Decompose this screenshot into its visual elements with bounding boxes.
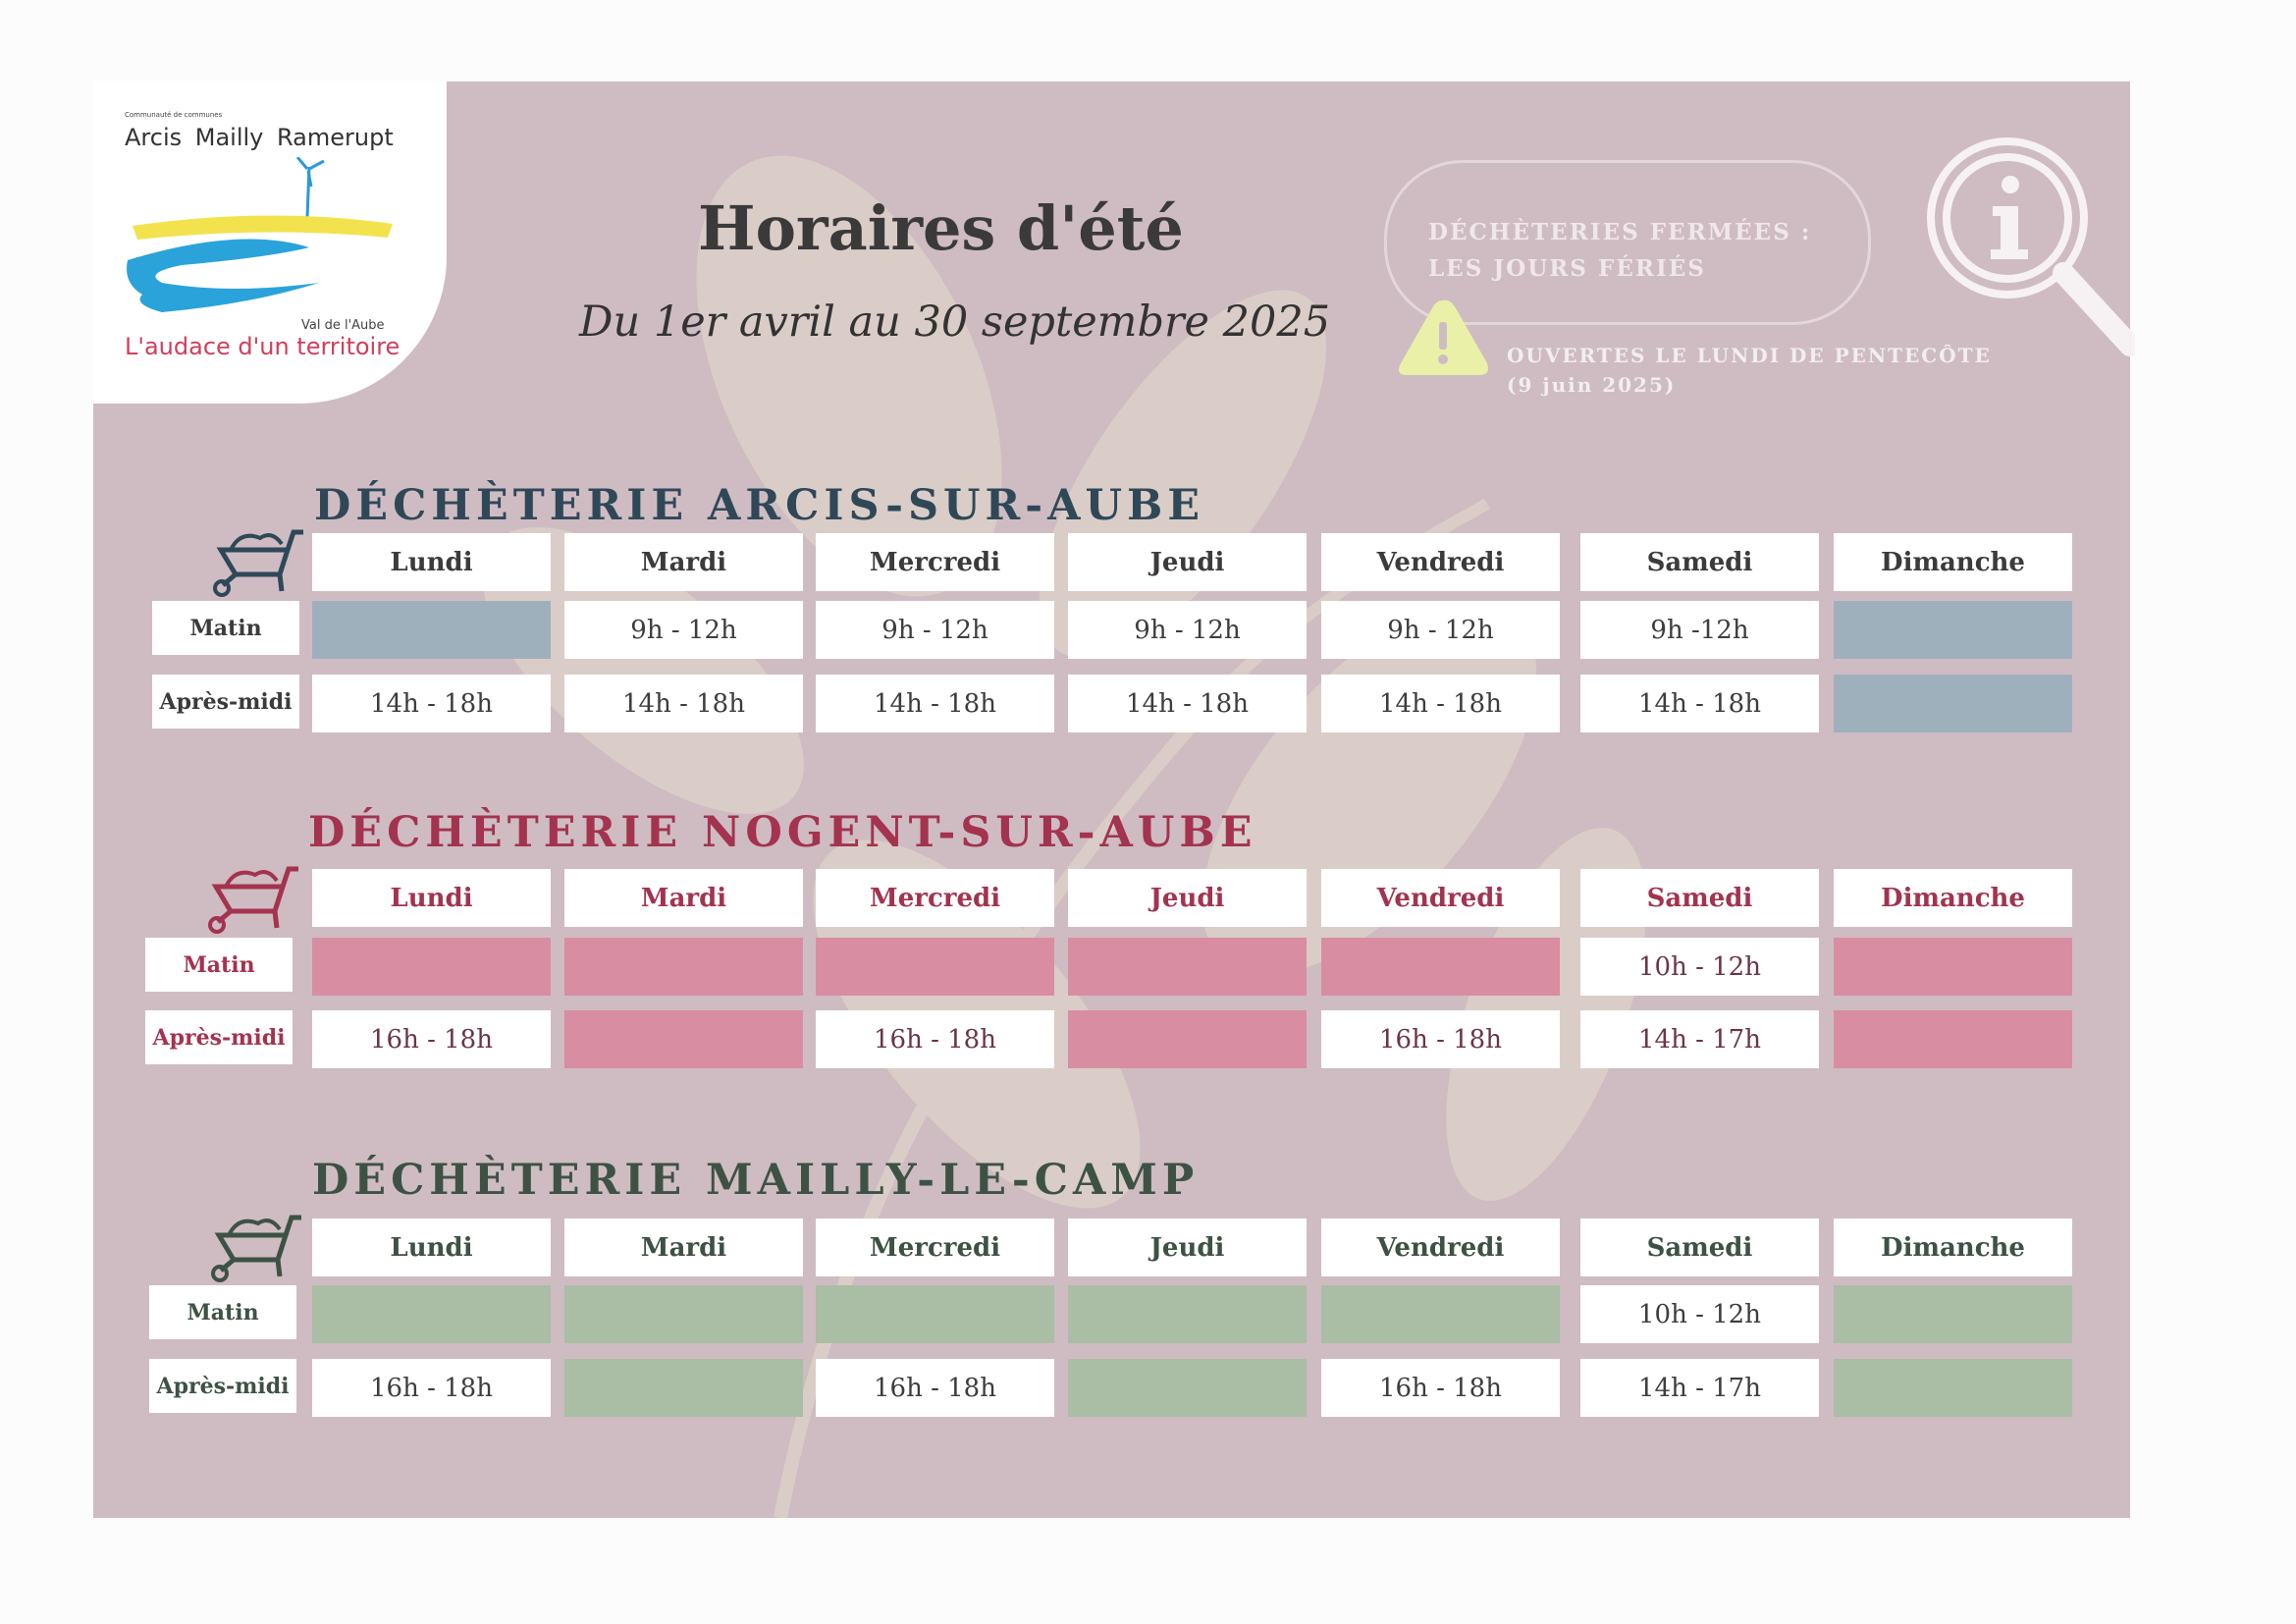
day-header: Vendredi (1321, 869, 1560, 927)
day-header: Jeudi (1068, 1218, 1307, 1276)
row-label: Après-midi (149, 1359, 296, 1413)
info-magnifier-icon (1924, 128, 2135, 363)
day-header: Jeudi (1068, 533, 1307, 591)
day-header: Mardi (564, 533, 803, 591)
hours-cell: 14h - 18h (1580, 675, 1819, 732)
wheelbarrow-icon (211, 520, 304, 599)
wheelbarrow-icon (209, 1206, 302, 1284)
closed-notice-line1: DÉCHÈTERIES FERMÉES : (1428, 219, 1812, 245)
closed-cell (816, 1285, 1054, 1343)
closed-cell (1834, 1285, 2072, 1343)
open-notice-line1: OUVERTES LE LUNDI DE PENTECÔTE (1507, 344, 1992, 367)
closed-cell (312, 938, 551, 996)
day-header: Samedi (1580, 1218, 1819, 1276)
hours-cell: 14h - 17h (1580, 1359, 1819, 1417)
hours-cell: 14h - 18h (1321, 675, 1560, 732)
closed-cell (564, 1010, 803, 1068)
closed-cell (312, 601, 551, 659)
hours-cell: 16h - 18h (312, 1010, 551, 1068)
section-title: DÉCHÈTERIE ARCIS-SUR-AUBE (314, 481, 1205, 530)
day-header: Lundi (312, 1218, 551, 1276)
hours-cell: 14h - 18h (816, 675, 1054, 732)
wheelbarrow-icon (206, 857, 299, 936)
day-header: Vendredi (1321, 533, 1560, 591)
day-header: Samedi (1580, 869, 1819, 927)
day-header: Mardi (564, 1218, 803, 1276)
hours-cell: 9h - 12h (816, 601, 1054, 659)
closed-cell (1321, 1285, 1560, 1343)
page-title: Horaires d'été (698, 192, 1184, 264)
hours-cell: 14h - 17h (1580, 1010, 1819, 1068)
day-header: Samedi (1580, 533, 1819, 591)
closed-cell (564, 1359, 803, 1417)
closed-cell (1068, 1285, 1307, 1343)
logo-name: Arcis Mailly Ramerupt (125, 124, 394, 151)
open-notice-line2: (9 juin 2025) (1507, 373, 1677, 397)
hours-cell: 16h - 18h (312, 1359, 551, 1417)
day-header: Mercredi (816, 869, 1054, 927)
closed-cell (816, 938, 1054, 996)
logo-community-label: Communauté de communes (125, 111, 223, 119)
closed-cell (1834, 1010, 2072, 1068)
warning-triangle-icon (1389, 295, 1497, 383)
logo-region: Val de l'Aube (301, 318, 385, 333)
hours-cell: 16h - 18h (1321, 1359, 1560, 1417)
row-label: Après-midi (145, 1010, 293, 1064)
hours-cell: 14h - 18h (1068, 675, 1307, 732)
hours-cell: 9h -12h (1580, 601, 1819, 659)
closed-cell (1834, 1359, 2072, 1417)
row-label: Après-midi (152, 675, 299, 729)
page-subtitle: Du 1er avril au 30 septembre 2025 (579, 298, 1331, 347)
hours-cell: 10h - 12h (1580, 938, 1819, 996)
closed-cell (1068, 938, 1307, 996)
day-header: Vendredi (1321, 1218, 1560, 1276)
day-header: Mercredi (816, 533, 1054, 591)
closed-notice-line2: LES JOURS FÉRIÉS (1428, 255, 1706, 282)
closed-cell (1834, 938, 2072, 996)
day-header: Dimanche (1834, 1218, 2072, 1276)
hours-cell: 9h - 12h (1068, 601, 1307, 659)
row-label: Matin (145, 938, 293, 992)
hours-cell: 9h - 12h (1321, 601, 1560, 659)
row-label: Matin (152, 601, 299, 655)
hours-cell: 9h - 12h (564, 601, 803, 659)
closed-cell (1068, 1010, 1307, 1068)
hours-cell: 16h - 18h (1321, 1010, 1560, 1068)
closed-cell (1834, 675, 2072, 732)
closed-cell (1834, 601, 2072, 659)
hours-cell: 16h - 18h (816, 1010, 1054, 1068)
row-label: Matin (149, 1285, 296, 1339)
closed-cell (312, 1285, 551, 1343)
hours-cell: 14h - 18h (564, 675, 803, 732)
closed-cell (564, 1285, 803, 1343)
day-header: Mercredi (816, 1218, 1054, 1276)
closed-cell (1321, 938, 1560, 996)
section-title: DÉCHÈTERIE NOGENT-SUR-AUBE (308, 808, 1257, 857)
section-title: DÉCHÈTERIE MAILLY-LE-CAMP (312, 1156, 1200, 1205)
day-header: Dimanche (1834, 533, 2072, 591)
logo-river-graphic (123, 157, 407, 324)
day-header: Lundi (312, 533, 551, 591)
hours-cell: 10h - 12h (1580, 1285, 1819, 1343)
day-header: Lundi (312, 869, 551, 927)
hours-cell: 16h - 18h (816, 1359, 1054, 1417)
logo-tagline: L'audace d'un territoire (125, 333, 400, 360)
day-header: Dimanche (1834, 869, 2072, 927)
day-header: Mardi (564, 869, 803, 927)
day-header: Jeudi (1068, 869, 1307, 927)
hours-cell: 14h - 18h (312, 675, 551, 732)
closed-cell (564, 938, 803, 996)
closed-cell (1068, 1359, 1307, 1417)
